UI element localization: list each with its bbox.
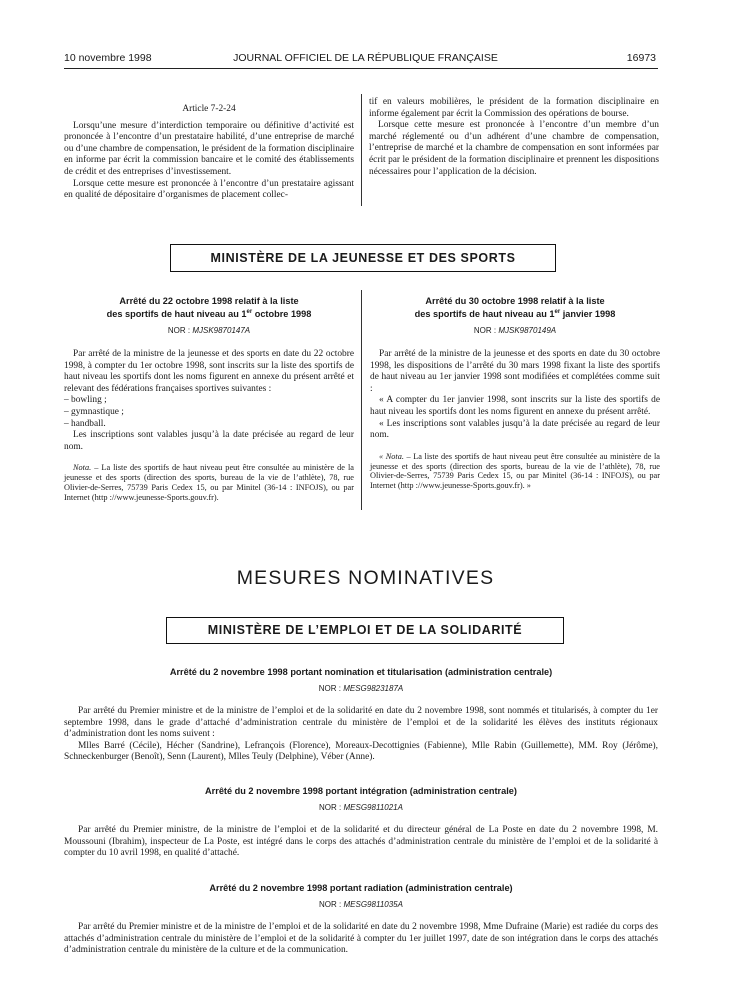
nor-reference [370, 326, 660, 335]
jeunesse-left-column [64, 296, 354, 503]
nor-code: MJSK9870147A [192, 326, 251, 336]
note-text: – La liste des sportifs de haut niveau peut être consultée au ministère de la jeunesse et des sports (direction des sports, bureau de la vie de l’athlète), 78, rue Olivier-de-Serres, 75739 Paris Cedex 15, ou par Minitel (36-14 : INFOJS), ou par Internet (http ://www.jeunesse-Sports.gouv.fr). [64, 463, 354, 502]
decree-heading-line: des sportifs de haut niveau au 1er octobre 1998 [106, 309, 312, 320]
header-page-number: 16973 [626, 52, 656, 64]
decree-heading: Arrêté du 2 novembre 1998 portant radiation (administration centrale) [209, 883, 513, 893]
decree-body [64, 922, 658, 957]
nor-code: MESG9811021A [343, 803, 403, 812]
header-date: 10 novembre 1998 [64, 52, 152, 64]
decree-intro: Par arrêté de la ministre de la jeunesse et des sports en date du 30 octobre 1998, les dispositions de l’arrêté du 30 mars 1998 fixant la liste des sportifs de haut niveau au 1er janvier 1998 sont modifiées et complétées comme suit : [370, 349, 660, 394]
note-label: Nota. [73, 463, 92, 473]
list-item: – bowling ; [64, 395, 107, 406]
nor-code: MESG9823187A [343, 684, 404, 693]
header-title: JOURNAL OFFICIEL DE LA RÉPUBLIQUE FRANÇAISE [233, 52, 498, 64]
ministry-jeunesse-title: MINISTÈRE DE LA JEUNESSE ET DES SPORTS [170, 244, 556, 272]
nor-label: NOR : [319, 803, 342, 812]
nor-code: MESG9811035A [343, 900, 403, 909]
top-left-column [64, 104, 354, 202]
decree-paragraph: Mlles Barré (Cécile), Hécher (Sandrine), Lefrançois (Florence), Moreaux-Decottignies (Fabienne), Mlle Rabin (Guillemette), MM. Roy (Jérôme), Schneckenburger (Benoît), Senn (Laurent), Mlles Teuly (Delphine), Véber (Anne). [64, 740, 658, 763]
nor-reference [64, 684, 658, 693]
decree-intro: Par arrêté de la ministre de la jeunesse et des sports en date du 22 octobre 1998, à compter du 1er octobre 1998, sont inscrits sur la liste des sportifs de haut niveau les sportifs dont les noms figurent en annexe du présent arrêté et relevant des fédérations françaises sportives suivantes : [64, 349, 354, 394]
top-left-paragraph: Lorsqu’une mesure d’interdiction temporaire ou définitive d’activité est prononcée à l’encontre d’un prestataire habilité, d’une entreprise de marché ou d’une chambre de compensation, le président de la formation disciplinaire en informe par écrit la commission bancaire et le comité des établissements de crédit et des entreprises d’investissement. [64, 120, 354, 177]
decree-heading-line: Arrêté du 22 octobre 1998 relatif à la liste [119, 296, 299, 306]
nor-code: MJSK9870149A [498, 326, 557, 336]
nor-label: NOR : [318, 684, 341, 693]
nor-reference [64, 803, 658, 812]
decree-paragraph: Par arrêté du Premier ministre et de la ministre de l’emploi et de la solidarité en date du 2 novembre 1998, Mme Dufraine (Marie) est radiée du corps des attachés d’administration centrale du ministère de l’emploi et de la solidarité à compter du 1er juillet 1997, date de son intégration dans le corps des attachés d’administration centrale du ministère de la culture et de la communication. [64, 922, 658, 956]
decree-heading: Arrêté du 2 novembre 1998 portant intégration (administration centrale) [205, 786, 517, 796]
decree-paragraph: Par arrêté du Premier ministre, de la ministre de l’emploi et de la solidarité et du directeur général de La Poste en date du 2 novembre 1998, M. Moussouni (Ibrahim), inspecteur de La Poste, est intégré dans le corps des attachés d’administration centrale du ministère de l’emploi et de la solidarité à compter du 10 avril 1998, en qualité d’attaché. [64, 825, 658, 859]
note-label: « Nota. [379, 451, 404, 461]
column-divider [361, 290, 362, 510]
article-title: Article 7-2-24 [182, 104, 236, 114]
decree-heading [370, 296, 660, 320]
decree-heading-line: des sportifs de haut niveau au 1er janvier 1998 [414, 309, 616, 320]
decree-heading-line: Arrêté du 30 octobre 1998 relatif à la liste [425, 296, 605, 306]
section-title-mesures-nominatives: MESURES NOMINATIVES [236, 567, 495, 589]
jeunesse-right-column [370, 296, 660, 491]
top-right-paragraph: Lorsque cette mesure est prononcée à l’encontre d’un membre d’un marché réglementé ou d’un adhérent d’une chambre de compensation, l’entreprise de marché et la chambre de compensation en sont informées par écrit par le président de la formation disciplinaire et prennent les dispositions nécessaires pour l’application de la décision. [369, 120, 659, 177]
nor-reference [64, 326, 354, 335]
decree-body [370, 349, 660, 442]
decree-body [64, 825, 658, 860]
decree-heading [64, 296, 354, 320]
decree-note [370, 452, 660, 491]
note-text: – La liste des sportifs de haut niveau peut être consultée au ministère de la jeunesse et des sports (direction des sports, bureau de la vie de l’athlète), 78, rue Olivier-de-Serres, 75739 Paris Cedex 15, ou par Minitel (36-14 : INFOJS), ou par Internet (http ://www.jeunesse-Sports.gouv.fr). » [370, 451, 660, 491]
nor-label: NOR : [167, 326, 191, 336]
top-left-paragraph: Lorsque cette mesure est prononcée à l’encontre d’un prestataire agissant en qualité de dépositaire d’organismes de placement collec- [64, 178, 354, 201]
top-right-column [369, 97, 659, 178]
nor-label: NOR : [473, 326, 497, 336]
list-item: – gymnastique ; [64, 407, 124, 418]
list-item: – handball. [64, 418, 106, 429]
decree-body [64, 349, 354, 453]
ministry-emploi-title: MINISTÈRE DE L’EMPLOI ET DE LA SOLIDARITÉ [166, 617, 564, 644]
decree-heading: Arrêté du 2 novembre 1998 portant nomination et titularisation (administration centrale) [169, 667, 553, 677]
decree-closing: Les inscriptions sont valables jusqu’à la date précisée au regard de leur nom. [64, 430, 354, 452]
nor-reference [64, 900, 658, 909]
column-divider [361, 94, 362, 206]
nor-label: NOR : [319, 900, 342, 909]
header-rule [64, 68, 658, 69]
decree-quote: « Les inscriptions sont valables jusqu’à la date précisée au regard de leur nom. [370, 418, 660, 441]
decree-paragraph: Par arrêté du Premier ministre et de la ministre de l’emploi et de la solidarité en date du 2 novembre 1998, sont nommés et titularisés, à compter du 1er septembre 1998, dans le grade d’attaché d’administration centrale du ministère de l’emploi et de la solidarité les élèves des instituts régionaux d’administration dont les noms suivent : [64, 706, 658, 740]
decree-note [64, 463, 354, 502]
decree-body [64, 706, 658, 764]
decree-quote: « A compter du 1er janvier 1998, sont inscrits sur la liste des sportifs de haut niveau les sportifs dont les noms figurent en annexe du présent arrêté. [370, 395, 660, 418]
top-right-paragraph: tif en valeurs mobilières, le président de la formation disciplinaire en informe également par écrit la Commission des opérations de bourse. [369, 97, 659, 119]
